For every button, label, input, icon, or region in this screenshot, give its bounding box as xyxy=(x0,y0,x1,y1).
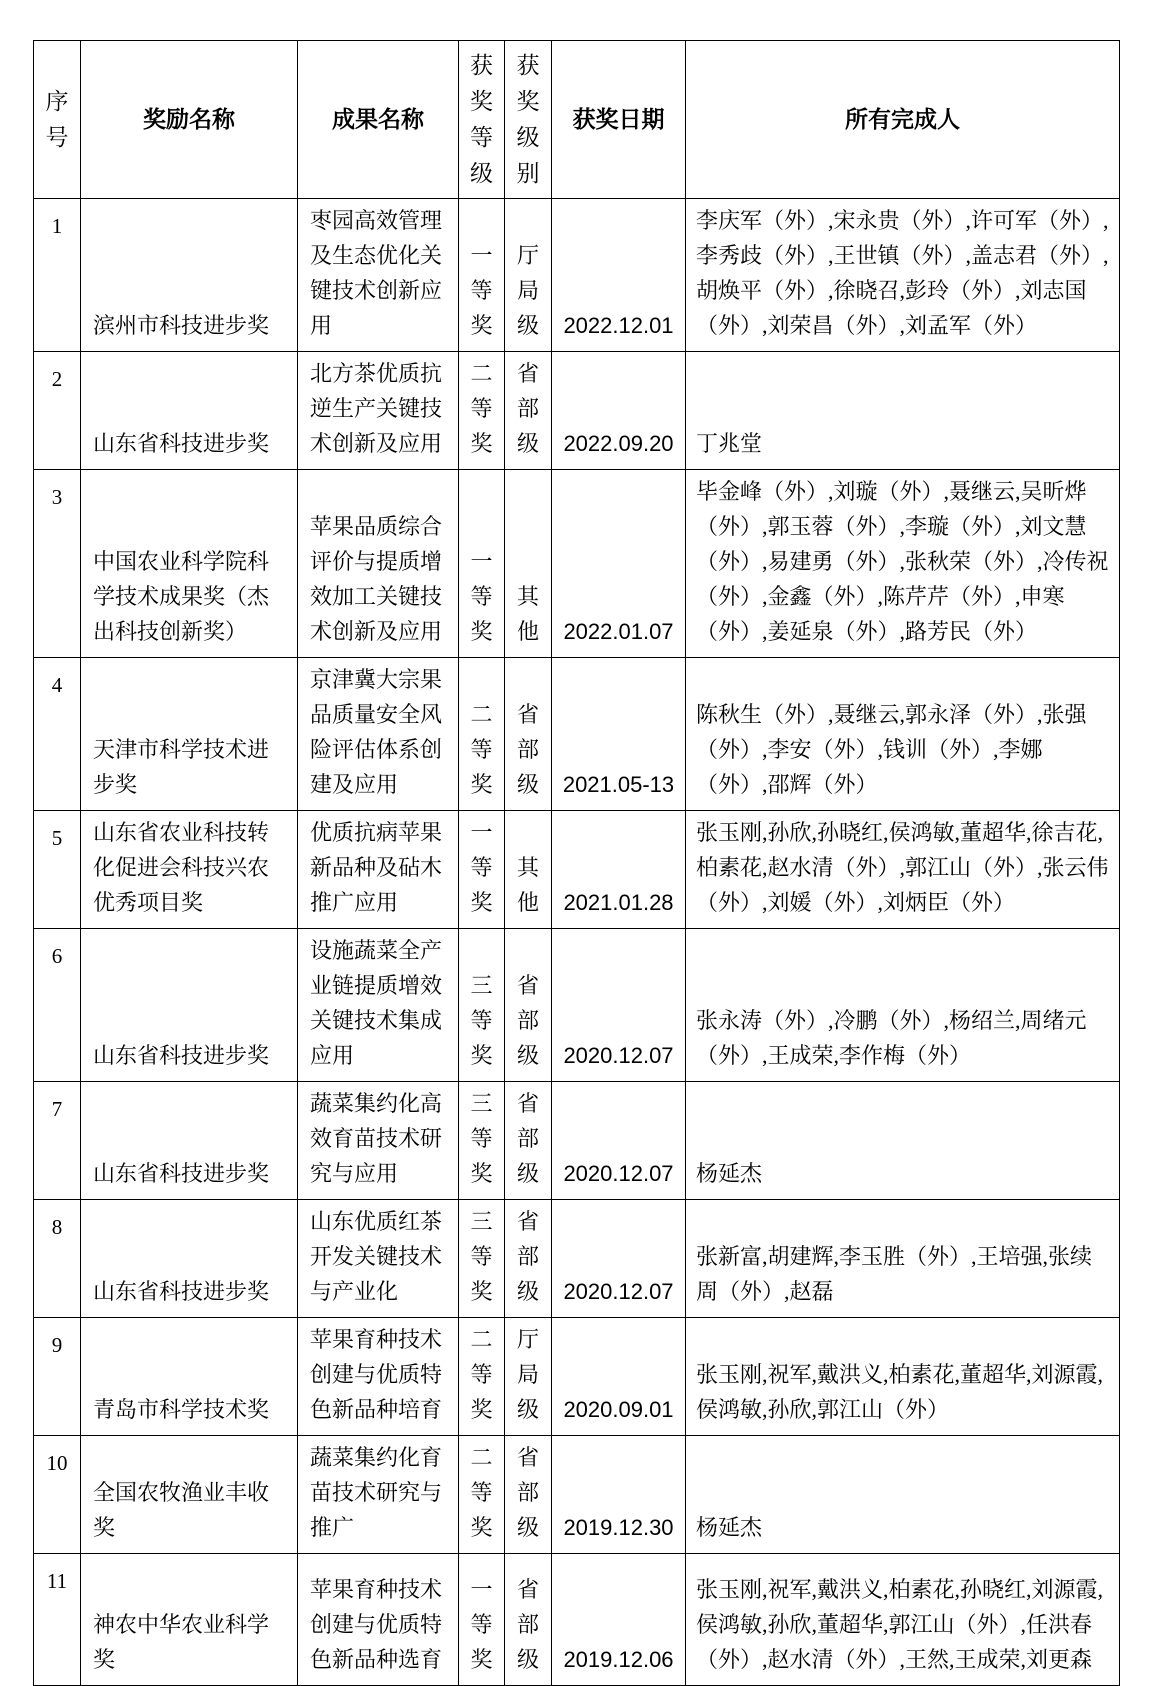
cell-index: 4 xyxy=(34,658,81,811)
cell-grade: 三等奖 xyxy=(459,1082,505,1200)
cell-index: 8 xyxy=(34,1200,81,1318)
cell-grade: 二等奖 xyxy=(459,658,505,811)
cell-grade: 二等奖 xyxy=(459,1318,505,1436)
cell-award-name: 山东省科技进步奖 xyxy=(81,929,298,1082)
cell-date: 2020.09.01 xyxy=(552,1318,686,1436)
cell-level: 厅局级 xyxy=(505,1318,552,1436)
cell-index: 3 xyxy=(34,470,81,658)
header-level: 获奖级别 xyxy=(505,41,552,199)
table-row xyxy=(34,1318,1120,1436)
cell-date: 2020.12.07 xyxy=(552,929,686,1082)
cell-award-name: 山东省科技进步奖 xyxy=(81,1082,298,1200)
cell-index: 6 xyxy=(34,929,81,1082)
cell-index: 10 xyxy=(34,1436,81,1554)
cell-index: 5 xyxy=(34,811,81,929)
header-index: 序号 xyxy=(34,41,81,199)
cell-grade: 二等奖 xyxy=(459,352,505,470)
table-row xyxy=(34,1082,1120,1200)
cell-grade: 二等奖 xyxy=(459,1436,505,1554)
cell-achievement-name: 优质抗病苹果新品种及砧木推广应用 xyxy=(298,811,459,929)
cell-completers: 张永涛（外）,冷鹏（外）,杨绍兰,周绪元（外）,王成荣,李作梅（外） xyxy=(686,929,1120,1082)
cell-date: 2019.12.06 xyxy=(552,1554,686,1686)
cell-completers: 毕金峰（外）,刘璇（外）,聂继云,吴昕烨（外）,郭玉蓉（外）,李璇（外）,刘文慧（外）,易建勇（外）,张秋荣（外）,冷传祝（外）,金鑫（外）,陈芹芹（外）,申寒（外）,姜延泉（外）,路芳民（外） xyxy=(686,470,1120,658)
cell-date: 2022.12.01 xyxy=(552,199,686,352)
cell-award-name: 全国农牧渔业丰收奖 xyxy=(81,1436,298,1554)
cell-award-name: 山东省科技进步奖 xyxy=(81,1200,298,1318)
cell-achievement-name: 蔬菜集约化高效育苗技术研究与应用 xyxy=(298,1082,459,1200)
cell-completers: 张玉刚,孙欣,孙晓红,侯鸿敏,董超华,徐吉花,柏素花,赵水清（外）,郭江山（外）,张云伟（外）,刘媛（外）,刘炳臣（外） xyxy=(686,811,1120,929)
header-row xyxy=(34,41,1120,199)
cell-achievement-name: 枣园高效管理及生态优化关键技术创新应用 xyxy=(298,199,459,352)
cell-achievement-name: 苹果育种技术创建与优质特色新品种选育 xyxy=(298,1554,459,1686)
cell-index: 11 xyxy=(34,1554,81,1686)
cell-level: 省部级 xyxy=(505,1436,552,1554)
table-row xyxy=(34,470,1120,658)
cell-achievement-name: 蔬菜集约化育苗技术研究与推广 xyxy=(298,1436,459,1554)
cell-award-name: 滨州市科技进步奖 xyxy=(81,199,298,352)
cell-index: 7 xyxy=(34,1082,81,1200)
cell-level: 省部级 xyxy=(505,1200,552,1318)
cell-date: 2020.12.07 xyxy=(552,1082,686,1200)
cell-award-name: 中国农业科学院科学技术成果奖（杰出科技创新奖） xyxy=(81,470,298,658)
table-row xyxy=(34,811,1120,929)
cell-award-name: 青岛市科学技术奖 xyxy=(81,1318,298,1436)
cell-grade: 一等奖 xyxy=(459,470,505,658)
cell-grade: 三等奖 xyxy=(459,1200,505,1318)
table-row xyxy=(34,929,1120,1082)
cell-grade: 三等奖 xyxy=(459,929,505,1082)
cell-level: 省部级 xyxy=(505,352,552,470)
cell-grade: 一等奖 xyxy=(459,1554,505,1686)
cell-date: 2022.01.07 xyxy=(552,470,686,658)
table-row xyxy=(34,1200,1120,1318)
cell-completers: 张新富,胡建辉,李玉胜（外）,王培强,张续周（外）,赵磊 xyxy=(686,1200,1120,1318)
cell-level: 厅局级 xyxy=(505,199,552,352)
cell-level: 其他 xyxy=(505,470,552,658)
header-award-name: 奖励名称 xyxy=(81,41,298,199)
cell-grade: 一等奖 xyxy=(459,199,505,352)
cell-date: 2021.05-13 xyxy=(552,658,686,811)
cell-completers: 李庆军（外）,宋永贵（外）,许可军（外）,李秀歧（外）,王世镇（外）,盖志君（外）,胡焕平（外）,徐晓召,彭玲（外）,刘志国（外）,刘荣昌（外）,刘孟军（外） xyxy=(686,199,1120,352)
cell-achievement-name: 山东优质红茶开发关键技术与产业化 xyxy=(298,1200,459,1318)
cell-award-name: 天津市科学技术进步奖 xyxy=(81,658,298,811)
header-achievement-name: 成果名称 xyxy=(298,41,459,199)
cell-completers: 杨延杰 xyxy=(686,1082,1120,1200)
cell-date: 2022.09.20 xyxy=(552,352,686,470)
table-row xyxy=(34,1436,1120,1554)
cell-date: 2019.12.30 xyxy=(552,1436,686,1554)
cell-award-name: 神农中华农业科学奖 xyxy=(81,1554,298,1686)
cell-achievement-name: 设施蔬菜全产业链提质增效关键技术集成应用 xyxy=(298,929,459,1082)
cell-index: 9 xyxy=(34,1318,81,1436)
cell-achievement-name: 苹果品质综合评价与提质增效加工关键技术创新及应用 xyxy=(298,470,459,658)
cell-achievement-name: 北方茶优质抗逆生产关键技术创新及应用 xyxy=(298,352,459,470)
cell-achievement-name: 京津冀大宗果品质量安全风险评估体系创建及应用 xyxy=(298,658,459,811)
cell-completers: 张玉刚,祝军,戴洪义,柏素花,董超华,刘源霞,侯鸿敏,孙欣,郭江山（外） xyxy=(686,1318,1120,1436)
cell-level: 省部级 xyxy=(505,658,552,811)
header-completers: 所有完成人 xyxy=(686,41,1120,199)
table-row xyxy=(34,199,1120,352)
table-row xyxy=(34,352,1120,470)
table-row xyxy=(34,658,1120,811)
cell-level: 省部级 xyxy=(505,929,552,1082)
awards-table xyxy=(33,40,1120,1686)
table-row xyxy=(34,1554,1120,1686)
cell-date: 2020.12.07 xyxy=(552,1200,686,1318)
cell-achievement-name: 苹果育种技术创建与优质特色新品种培育 xyxy=(298,1318,459,1436)
header-grade: 获奖等级 xyxy=(459,41,505,199)
cell-index: 1 xyxy=(34,199,81,352)
cell-completers: 杨延杰 xyxy=(686,1436,1120,1554)
cell-level: 其他 xyxy=(505,811,552,929)
cell-index: 2 xyxy=(34,352,81,470)
cell-level: 省部级 xyxy=(505,1082,552,1200)
cell-completers: 丁兆堂 xyxy=(686,352,1120,470)
cell-completers: 陈秋生（外）,聂继云,郭永泽（外）,张强（外）,李安（外）,钱训（外）,李娜（外）,邵辉（外） xyxy=(686,658,1120,811)
header-date: 获奖日期 xyxy=(552,41,686,199)
cell-level: 省部级 xyxy=(505,1554,552,1686)
cell-grade: 一等奖 xyxy=(459,811,505,929)
cell-award-name: 山东省农业科技转化促进会科技兴农优秀项目奖 xyxy=(81,811,298,929)
cell-completers: 张玉刚,祝军,戴洪义,柏素花,孙晓红,刘源霞,侯鸿敏,孙欣,董超华,郭江山（外）,任洪春（外）,赵水清（外）,王然,王成荣,刘更森 xyxy=(686,1554,1120,1686)
cell-award-name: 山东省科技进步奖 xyxy=(81,352,298,470)
cell-date: 2021.01.28 xyxy=(552,811,686,929)
